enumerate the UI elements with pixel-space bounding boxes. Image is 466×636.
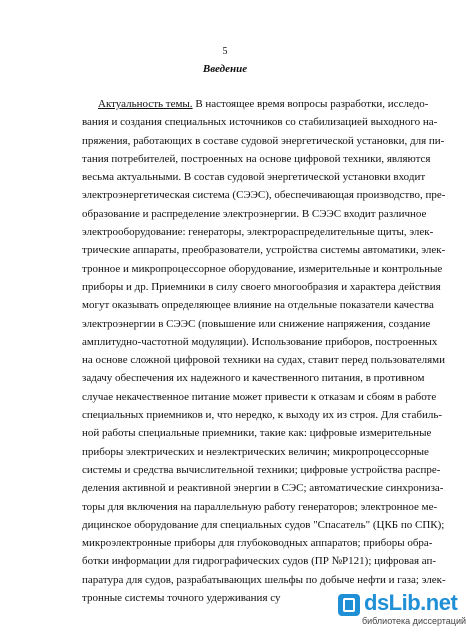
text-line: электроэнергии в СЭЭС (повышение или снижение напряжения, создание: [82, 317, 431, 330]
text-line: тания потребителей, построенных на основе цифровой техники, являются: [82, 152, 431, 165]
text-line: приборы и др. Приемники в силу своего многообразия и характера действия: [82, 280, 441, 293]
text-line: трические аппараты, преобразователи, устройства системы автоматики, элек-: [82, 244, 446, 257]
text-line: амплитудно-частотной модуляции). Использование приборов, построенных: [82, 335, 438, 348]
section-heading: Введение: [202, 63, 248, 75]
text-line: электроэнергетическая система (СЭЭС), обеспечивающая производство, пре-: [82, 189, 446, 202]
text-line: микроэлектронные приборы для глубоководных аппаратов; приборы обра-: [82, 537, 433, 550]
text-line: паратура для судов, разрабатывающих шельфы по добыче нефти и газа; элек-: [82, 573, 446, 586]
text-line: могут оказывать определяющее влияние на отдельные показатели качества: [82, 299, 434, 312]
text-line: на основе сложной цифровой техники на судах, ставит перед пользователями: [82, 354, 445, 367]
text-line: деления активной и реактивной энергии в СЭС; автоматические синхрониза-: [82, 482, 444, 495]
text-line: пряжения, работающих в составе судовой энергетической установки, для пи-: [82, 134, 445, 147]
text-line: торы для включения на параллельную работу генераторов; электронное ме-: [82, 500, 438, 513]
text-line: ботки информации для гидрографических судов (ПР №Р121); цифровая ап-: [82, 555, 437, 568]
text-line: тронное и микропроцессорное оборудование, измерительные и контрольные: [82, 262, 443, 275]
text-line: приборы электрических и неэлектрических величин; микропроцессорные: [82, 445, 429, 458]
text-line-lead: [82, 95, 429, 113]
text-line: дицинское оборудование для специальных судов "Спасатель" (ЦКБ по СПК);: [82, 518, 445, 531]
page-number: 5: [222, 46, 228, 57]
lead-rest: В настоящее время вопросы разработки, исследо-: [192, 98, 429, 110]
lead-term: Актуальность темы.: [98, 98, 193, 110]
watermark-brand: dsLib.net: [364, 590, 458, 615]
text-line: весьма актуальными. В состав судовой энергетической установки входит: [82, 171, 426, 184]
book-icon: [338, 594, 360, 616]
text-line: системы и средства вычислительной техники; цифровые устройства распре-: [82, 463, 441, 476]
text-line: тронные системы точного удерживания су: [82, 592, 281, 605]
text-line: случае некачественное питание может привести к отказам и сбоям в работе: [82, 390, 437, 403]
text-line: образование и распределение электроэнергии. В СЭЭС входит различное: [82, 207, 427, 220]
watermark-logo[interactable]: [338, 588, 466, 632]
text-line: ной работы специальные приемники, такие как: цифровые измерительные: [82, 427, 432, 440]
text-line: специальных приемников и, что нередко, к выходу их из строя. Для стабиль-: [82, 409, 443, 422]
text-line: вания и создания специальных источников со стабилизацией выходного на-: [82, 116, 438, 129]
text-line: задачу обеспечения их надежного и качественного питания, в противном: [82, 372, 425, 385]
text-line: электрооборудование: генераторы, электрораспределительные щиты, элек-: [82, 226, 434, 239]
watermark-subtitle: библиотека диссертаций: [362, 616, 466, 626]
